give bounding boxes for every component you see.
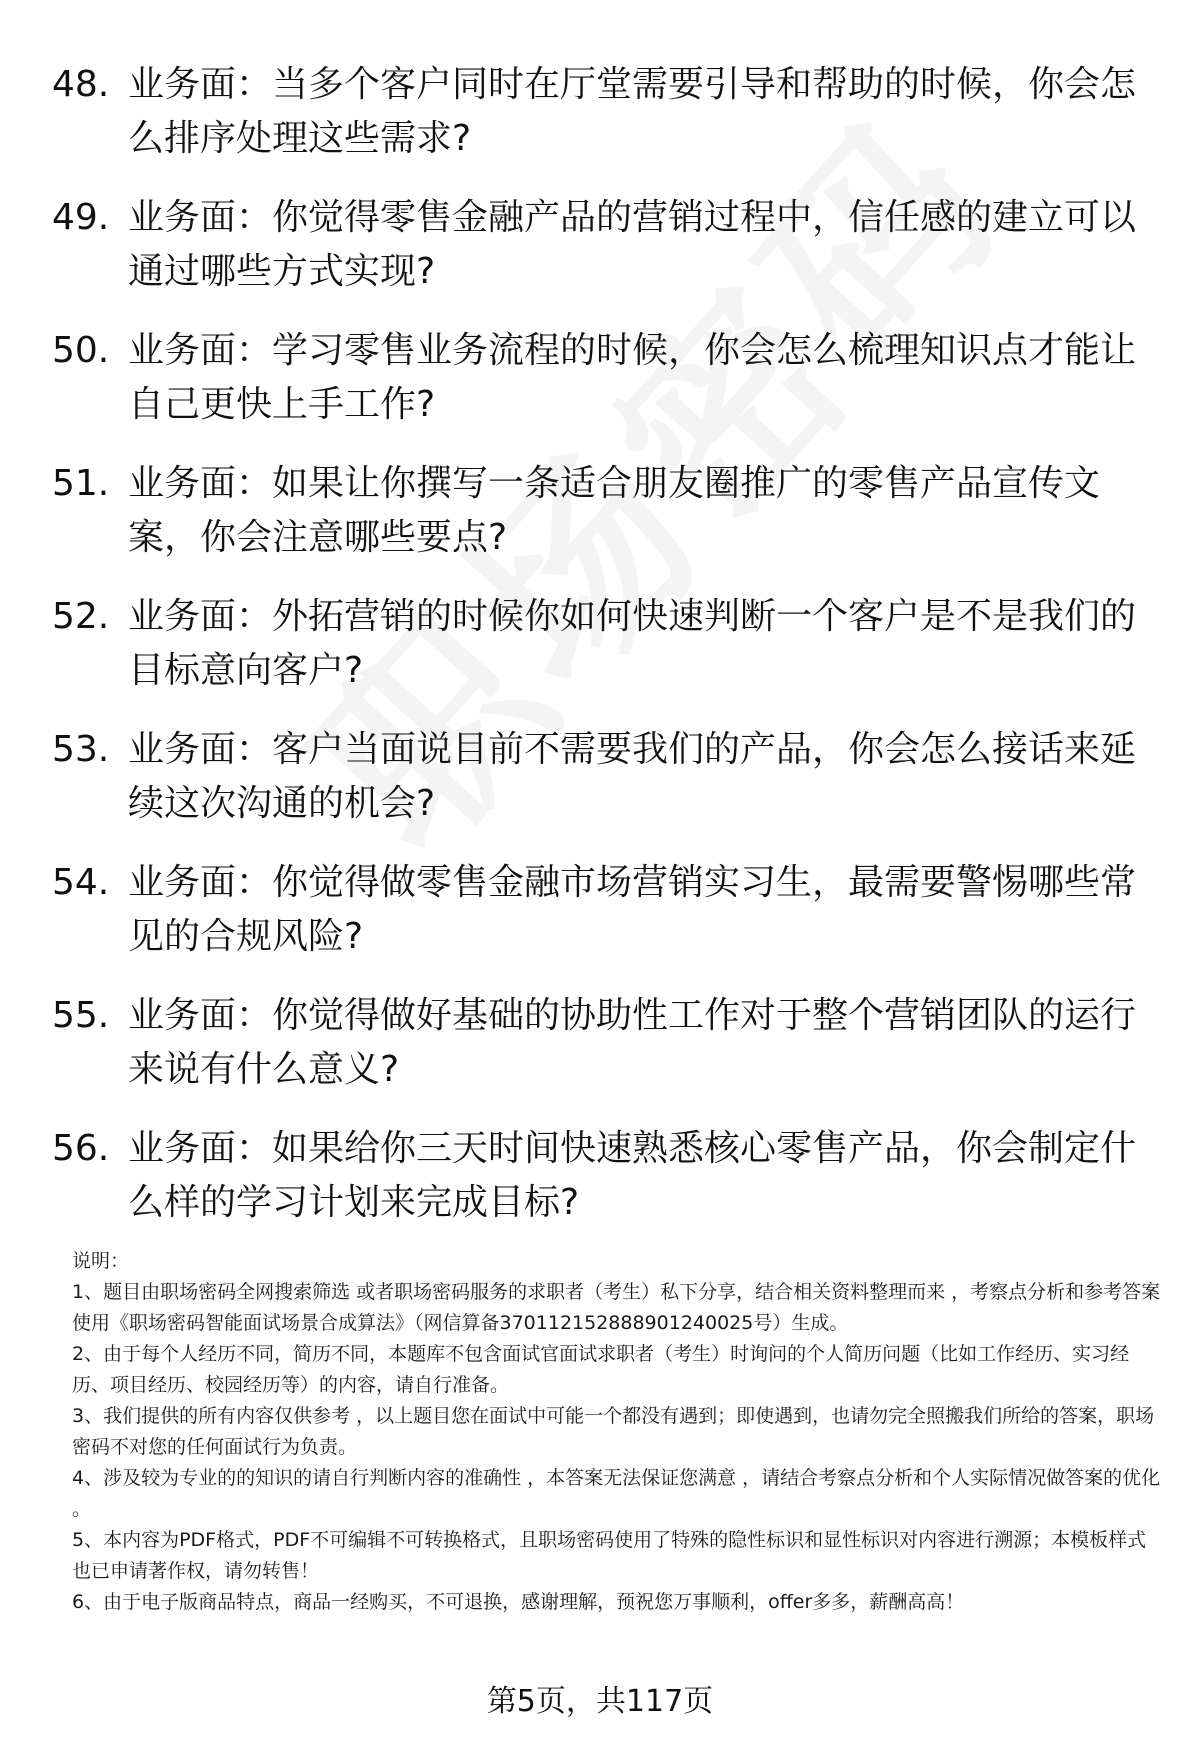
question-item [52,191,1152,324]
question-item [52,989,1152,1122]
question-text: 业务面：客户当面说目前不需要我们的产品，你会怎么接话来延续这次沟通的机会? [128,729,1137,824]
question-item [52,1122,1152,1255]
note-item: 3、我们提供的所有内容仅供参考 ，以上题目您在面试中可能一个都没有遇到；即使遇到，也请勿完全照搬我们所给的答案，职场密码不对您的任何面试行为负责。 [72,1405,1155,1458]
question-text: 业务面：如果让你撰写一条适合朋友圈推广的零售产品宣传文案，你会注意哪些要点? [128,463,1101,558]
page-number: 第5页，共117页 [486,1684,714,1719]
question-text: 业务面：学习零售业务流程的时候，你会怎么梳理知识点才能让自己更快上手工作? [128,330,1137,425]
question-text: 业务面：你觉得做好基础的协助性工作对于整个营销团队的运行来说有什么意义? [128,995,1137,1090]
note-item: 6、由于电子版商品特点，商品一经购买，不可退换，感谢理解，预祝您万事顺利，offer多多，薪酬高高！ [72,1591,965,1613]
question-item [52,723,1152,856]
question-item [52,856,1152,989]
question-number: 52. [52,596,110,637]
question-number: 49. [52,197,110,238]
note-item: 2、由于每个人经历不同，简历不同，本题库不包含面试官面试求职者（考生）时询问的个人简历问题（比如工作经历、实习经历、项目经历、校园经历等）的内容，请自行准备。 [72,1343,1130,1396]
note-item: 5、本内容为PDF格式，PDF不可编辑不可转换格式，且职场密码使用了特殊的隐性标识和显性标识对内容进行溯源；本模板样式也已申请著作权，请勿转售！ [72,1529,1147,1582]
question-number: 53. [52,729,110,770]
question-text: 业务面：外拓营销的时候你如何快速判断一个客户是不是我们的目标意向客户? [128,596,1137,691]
notes-heading: 说明： [72,1250,130,1272]
question-item [52,58,1152,191]
question-number: 51. [52,463,110,504]
question-number: 55. [52,995,110,1036]
question-text: 业务面：如果给你三天时间快速熟悉核心零售产品，你会制定什么样的学习计划来完成目标? [128,1128,1137,1223]
question-text: 业务面：你觉得零售金融产品的营销过程中，信任感的建立可以通过哪些方式实现? [128,197,1137,292]
question-text: 业务面：你觉得做零售金融市场营销实习生，最需要警惕哪些常见的合规风险? [128,862,1137,957]
question-item [52,324,1152,457]
note-item: 1、题目由职场密码全网搜索筛选 或者职场密码服务的求职者（考生）私下分享，结合相关资料整理而来 ，考察点分析和参考答案使用《职场密码智能面试场景合成算法》（网信算备370112152888901240025号）生成。 [72,1281,1161,1334]
note-item: 4、涉及较为专业的的知识的请自行判断内容的准确性 ，本答案无法保证您满意 ，请结合考察点分析和个人实际情况做答案的优化 。 [72,1467,1161,1520]
question-number: 50. [52,330,110,371]
question-item [52,457,1152,590]
notes-section [72,1246,1162,1618]
question-item [52,590,1152,723]
question-text: 业务面：当多个客户同时在厅堂需要引导和帮助的时候，你会怎么排序处理这些需求? [128,64,1137,159]
question-number: 56. [52,1128,110,1169]
question-list [52,58,1152,1255]
question-number: 48. [52,64,110,105]
question-number: 54. [52,862,110,903]
